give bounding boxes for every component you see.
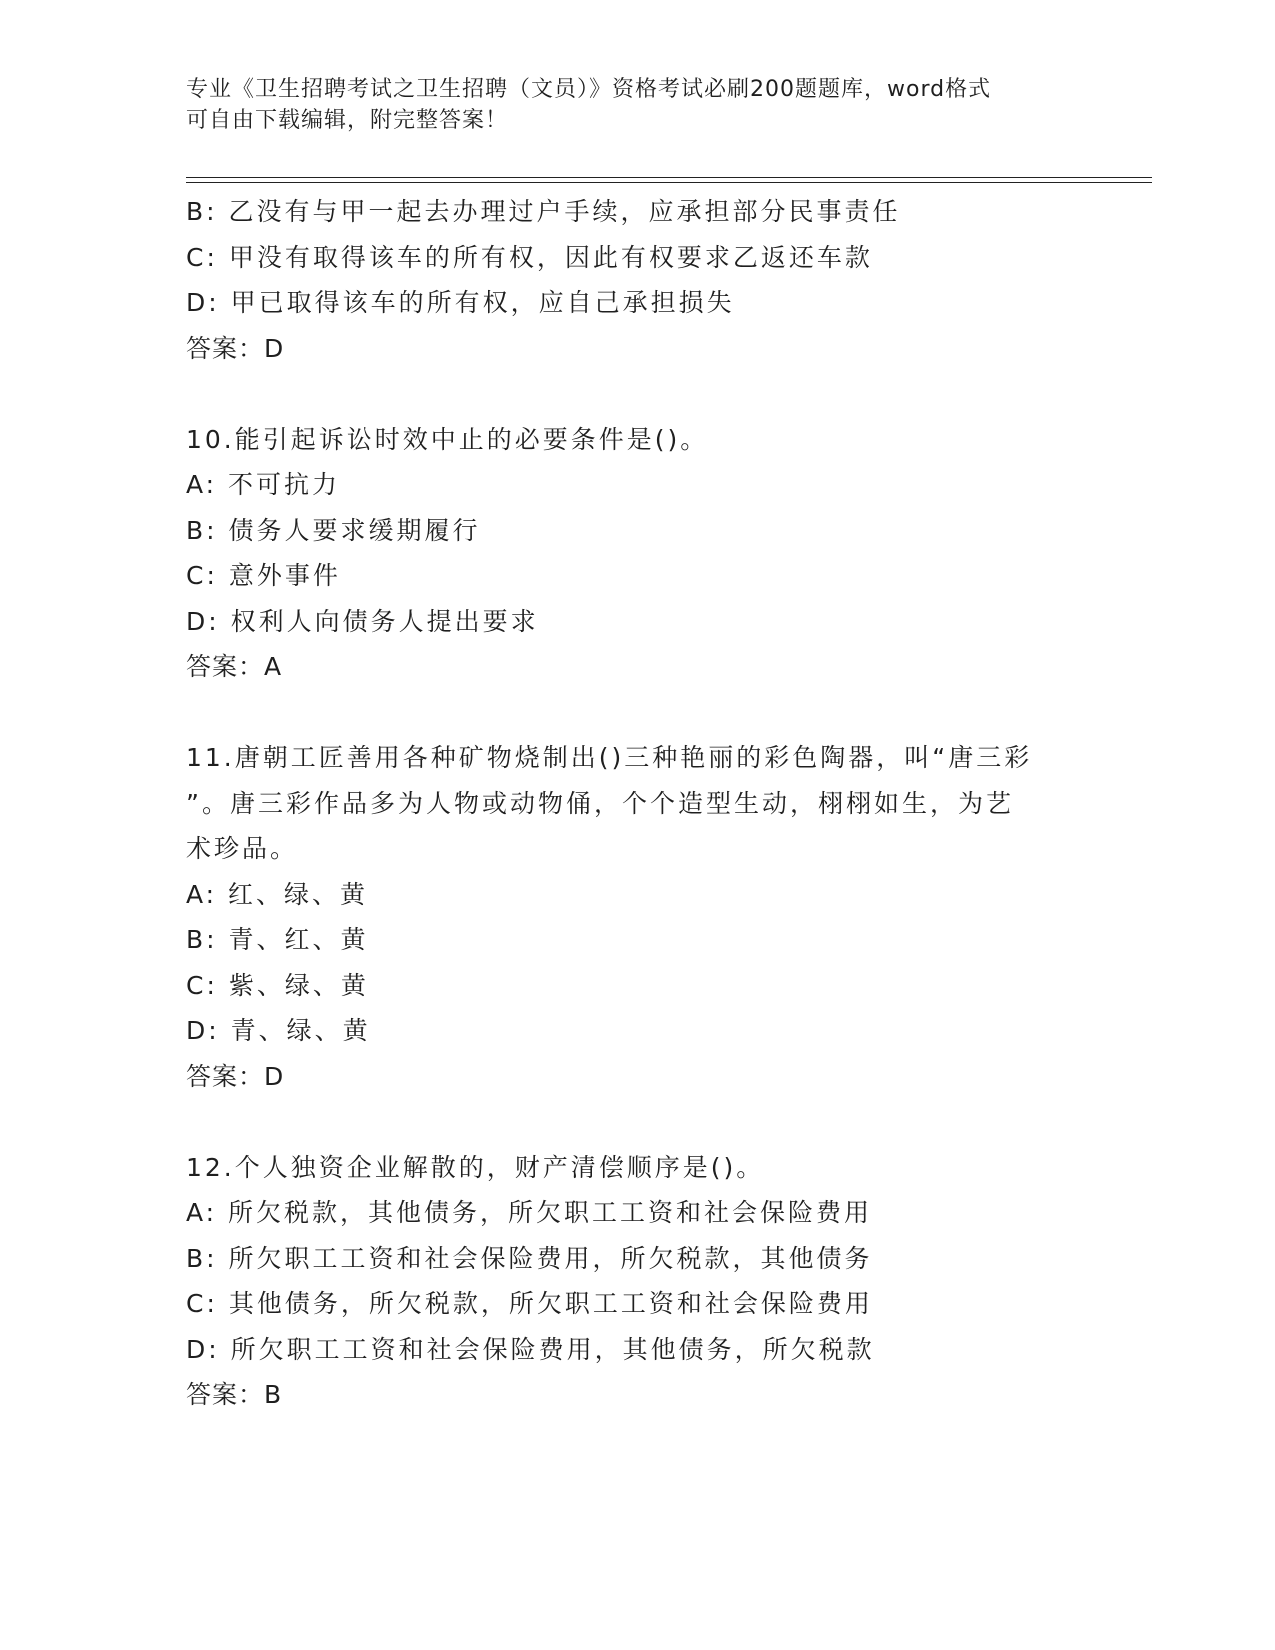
option-c: C: 甲没有取得该车的所有权，因此有权要求乙返还车款 xyxy=(186,242,873,272)
option-c: C: 紫、绿、黄 xyxy=(186,970,369,1000)
answer-line: 答案：D xyxy=(186,333,285,363)
option-c: C: 意外事件 xyxy=(186,561,341,590)
option-a: A: 不可抗力 xyxy=(186,470,341,499)
header-divider-bottom xyxy=(186,182,1152,183)
question-12 xyxy=(186,1145,1086,1418)
header-title-line-2: 可自由下载编辑，附完整答案！ xyxy=(186,108,509,133)
option-c: C: 其他债务，所欠税款，所欠职工工资和社会保险费用 xyxy=(186,1289,873,1318)
answer-line: 答案：B xyxy=(186,1380,283,1409)
header-title-line-1: 专业《卫生招聘考试之卫生招聘（文员）》资格考试必刷200题题库，word格式 xyxy=(186,77,992,102)
question-list xyxy=(186,189,1086,1418)
option-b: B: 所欠职工工资和社会保险费用，所欠税款，其他债务 xyxy=(186,1243,873,1273)
spacer xyxy=(186,1099,1086,1145)
answer-line: 答案：D xyxy=(186,1061,285,1091)
option-b: B: 青、红、黄 xyxy=(186,925,369,954)
question-9-continued xyxy=(186,189,1086,371)
option-d: D: 所欠职工工资和社会保险费用，其他债务，所欠税款 xyxy=(186,1334,875,1364)
answer-line: 答案：A xyxy=(186,652,283,681)
question-stem-line-1: 11.唐朝工匠善用各种矿物烧制出()三种艳丽的彩色陶器，叫“唐三彩 xyxy=(186,743,1033,772)
document-header xyxy=(186,74,1066,136)
spacer xyxy=(186,690,1086,736)
option-d: D: 甲已取得该车的所有权，应自己承担损失 xyxy=(186,288,735,317)
option-a: A: 红、绿、黄 xyxy=(186,879,369,909)
option-b: B: 乙没有与甲一起去办理过户手续，应承担部分民事责任 xyxy=(186,197,901,226)
question-11 xyxy=(186,735,1086,1099)
question-stem-line-2: ”。唐三彩作品多为人物或动物俑，个个造型生动，栩栩如生，为艺 xyxy=(186,788,1014,818)
spacer xyxy=(186,371,1086,417)
question-stem: 12.个人独资企业解散的，财产清偿顺序是()。 xyxy=(186,1152,765,1182)
question-stem-line-3: 术珍品。 xyxy=(186,834,299,863)
option-b: B: 债务人要求缓期履行 xyxy=(186,515,481,545)
option-d: D: 青、绿、黄 xyxy=(186,1016,371,1045)
option-a: A: 所欠税款，其他债务，所欠职工工资和社会保险费用 xyxy=(186,1198,873,1227)
question-10 xyxy=(186,417,1086,690)
option-d: D: 权利人向债务人提出要求 xyxy=(186,606,539,636)
header-divider-top xyxy=(186,177,1152,178)
question-stem: 10.能引起诉讼时效中止的必要条件是()。 xyxy=(186,424,709,454)
